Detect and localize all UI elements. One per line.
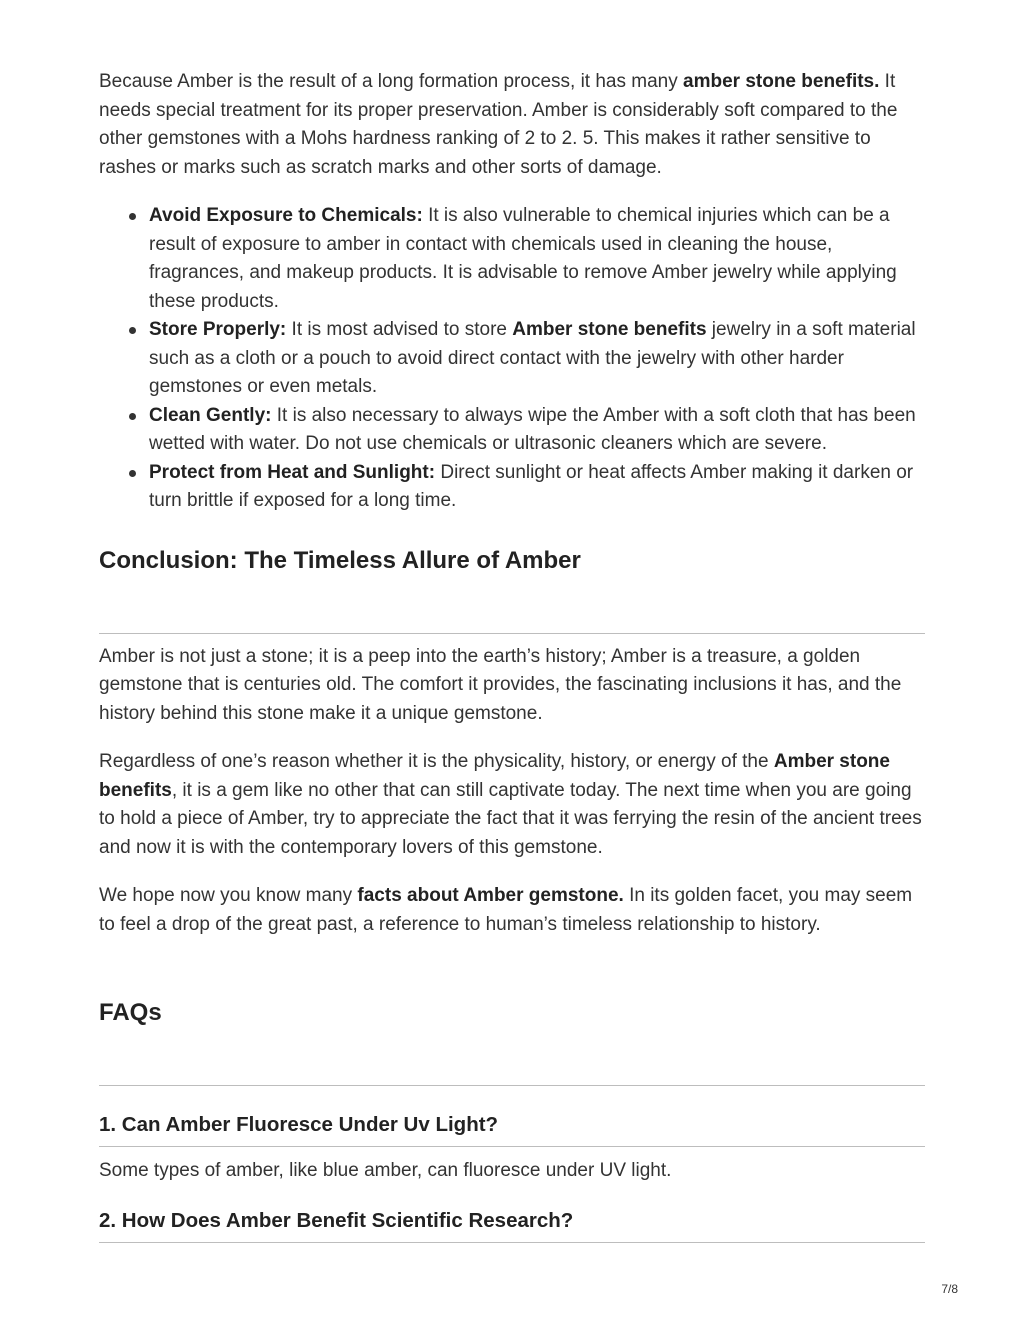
divider [99, 1085, 925, 1086]
bullet-icon [129, 327, 136, 334]
bullet-icon [129, 413, 136, 420]
divider [99, 1146, 925, 1147]
faq-question: 2. How Does Amber Benefit Scientific Research? [99, 1208, 574, 1232]
list-item: Store Properly: It is most advised to store Amber stone benefits jewelry in a soft material such as a cloth or a pouch to avoid direct contact with the jewelry with other harder gemstones or even metals. [149, 316, 927, 402]
divider [99, 633, 925, 634]
faq-answer: Some types of amber, like blue amber, can fluoresce under UV light. [99, 1160, 672, 1181]
document-page [99, 68, 927, 1243]
list-item: Protect from Heat and Sunlight: Direct sunlight or heat affects Amber making it darken or turn brittle if exposed for a long time. [149, 459, 927, 516]
care-list [99, 202, 927, 516]
list-item: Clean Gently: It is also necessary to always wipe the Amber with a soft cloth that has been wetted with water. Do not use chemicals or ultrasonic cleaners which are severe. [149, 402, 927, 459]
intro-paragraph: Because Amber is the result of a long formation process, it has many amber stone benefits. It needs special treatment for its proper preservation. Amber is considerably soft compared to the other gemstones with a Mohs hardness ranking of 2 to 2. 5. This makes it rather sensitive to rashes or marks such as scratch marks and other sorts of damage. [99, 71, 898, 178]
conclusion-paragraph-3: We hope now you know many facts about Amber gemstone. In its golden facet, you may seem to feel a drop of the great past, a reference to human’s timeless relationship to history. [99, 885, 913, 935]
conclusion-paragraph-1: Amber is not just a stone; it is a peep into the earth’s history; Amber is a treasure, a golden gemstone that is centuries old. The comfort it provides, the fascinating inclusions it has, and the history behind this stone make it a unique gemstone. [99, 645, 902, 724]
faqs-heading: FAQs [99, 999, 162, 1026]
page-number: 7/8 [941, 1282, 958, 1296]
faq-question: 1. Can Amber Fluoresce Under Uv Light? [99, 1113, 499, 1136]
list-item: Avoid Exposure to Chemicals: It is also vulnerable to chemical injuries which can be a result of exposure to amber in contact with chemicals used in cleaning the house, fragrances, and makeup products. It is advisable to remove Amber jewelry while applying these products. [149, 202, 927, 316]
bullet-icon [129, 213, 136, 220]
conclusion-heading: Conclusion: The Timeless Allure of Amber [99, 546, 581, 574]
bullet-icon [129, 470, 136, 477]
conclusion-paragraph-2: Regardless of one’s reason whether it is the physicality, history, or energy of the Amber stone benefits, it is a gem like no other that can still captivate today. The next time when you are going to hold a piece of Amber, try to appreciate the fact that it was ferrying the resin of the ancient trees and now it is with the contemporary lovers of this gemstone. [99, 751, 922, 858]
intro-bold-keyword: amber stone benefits. [683, 71, 880, 92]
divider [99, 1242, 925, 1243]
